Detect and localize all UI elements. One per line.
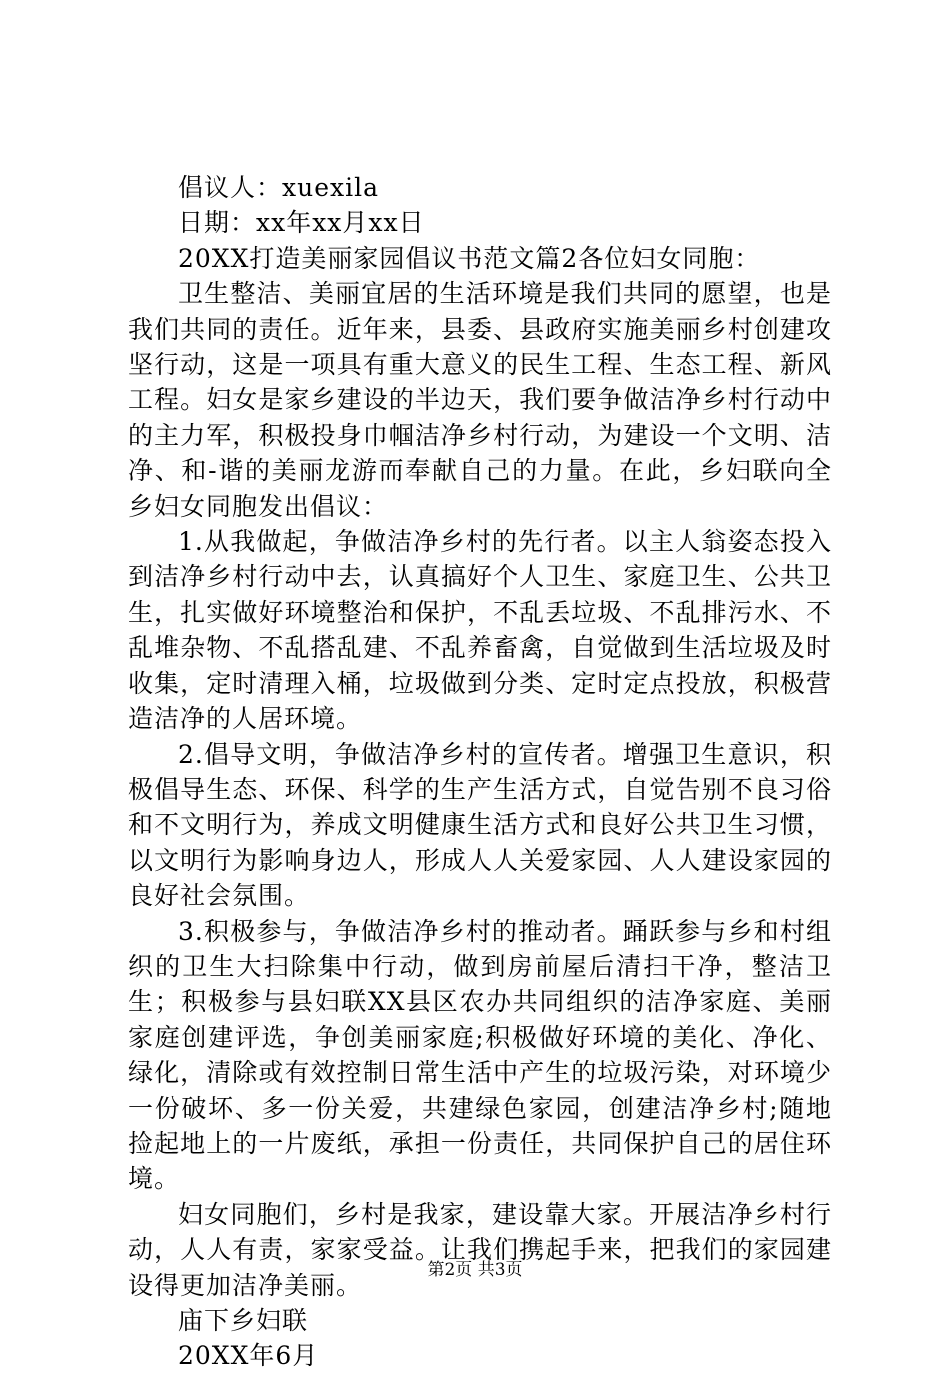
paragraph-item-1: 1.从我做起，争做洁净乡村的先行者。以主人翁姿态投入到洁净乡村行动中去，认真搞好个人卫生、家庭卫生、公共卫生，扎实做好环境整治和保护，不乱丢垃圾、不乱排污水、不乱堆杂物、不乱搭乱建、不乱养畜禽，自觉做到生活垃圾及时收集，定时清理入桶，垃圾做到分类、定时定点投放，积极营造洁净的人居环境。	[128, 527, 832, 734]
date-line: 日期：xx年xx月xx日	[178, 208, 425, 238]
signature-org: 庙下乡妇联	[178, 1306, 309, 1335]
page-footer: 第2页 共3页	[427, 1260, 523, 1280]
document-body	[128, 170, 832, 1374]
paragraph-intro: 卫生整洁、美丽宜居的生活环境是我们共同的愿望，也是我们共同的责任。近年来，县委、县政府实施美丽乡村创建攻坚行动，这是一项具有重大意义的民生工程、生态工程、新风工程。妇女是家乡建设的半边天，我们要争做洁净乡村行动中的主力军，积极投身巾帼洁净乡村行动，为建设一个文明、洁净、和-谐的美丽龙游而奉献自己的力量。在此，乡妇联向全乡妇女同胞发出倡议：	[128, 279, 832, 521]
proposer-line: 倡议人：xuexila	[178, 173, 379, 202]
signature-date: 20XX年6月	[178, 1341, 319, 1371]
paragraph-item-2: 2.倡导文明，争做洁净乡村的宣传者。增强卫生意识，积极倡导生态、环保、科学的生产生活方式，自觉告别不良习俗和不文明行为，养成文明健康生活方式和良好公共卫生习惯，以文明行为影响身边人，形成人人关爱家园、人人建设家园的良好社会氛围。	[128, 739, 832, 911]
paragraph-item-3: 3.积极参与，争做洁净乡村的推动者。踊跃参与乡和村组织的卫生大扫除集中行动，做到房前屋后清扫干净，整洁卫生；积极参与县妇联XX县区农办共同组织的洁净家庭、美丽家庭创建评选，争创美丽家庭;积极做好环境的美化、净化、绿化，清除或有效控制日常生活中产生的垃圾污染，对环境少一份破坏、多一份关爱，共建绿色家园，创建洁净乡村;随地捡起地上的一片废纸，承担一份责任，共同保护自己的居住环境。	[128, 916, 832, 1194]
document-heading: 20XX打造美丽家园倡议书范文篇2各位妇女同胞：	[178, 243, 761, 273]
paragraph-closing: 妇女同胞们，乡村是我家，建设靠大家。开展洁净乡村行动，人人有责，家家受益。让我们携起手来，把我们的家园建设得更加洁净美丽。	[128, 1199, 832, 1300]
